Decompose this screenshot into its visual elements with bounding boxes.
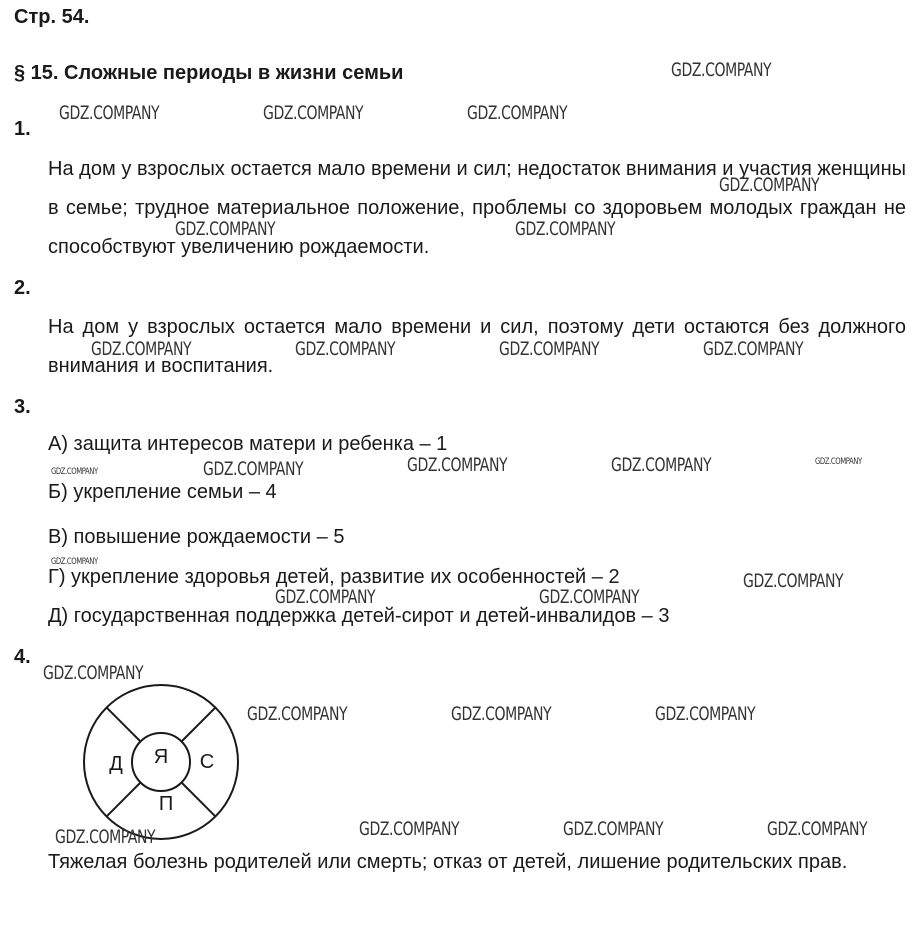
watermark: GDZ.COMPANY: [655, 703, 756, 725]
question-4-number: 4.: [14, 646, 31, 668]
watermark: GDZ.COMPANY: [55, 826, 156, 848]
watermark: GDZ.COMPANY: [467, 102, 568, 124]
question-2-answer: На дом у взрослых остается мало времени и сил, поэтому дети остаются без должного внимания и воспитания.: [48, 316, 906, 377]
question-3-item-a: А) защита интересов матери и ребенка – 1: [48, 433, 448, 455]
watermark: GDZ.COMPANY: [59, 102, 160, 124]
diagram-label-center: Я: [153, 746, 169, 768]
divider-bottom-left: [107, 783, 141, 817]
family-circle-diagram: [80, 681, 242, 843]
watermark: GDZ.COMPANY: [539, 586, 640, 608]
watermark: GDZ.COMPANY: [611, 454, 712, 476]
watermark: GDZ.COMPANY: [451, 703, 552, 725]
watermark: GDZ.COMPANY: [91, 338, 192, 360]
diagram-label-right: С: [199, 751, 215, 773]
diagram-label-left: Д: [109, 753, 123, 775]
divider-bottom-right: [182, 783, 216, 817]
page-label: Стр. 54.: [14, 6, 90, 28]
watermark: GDZ.COMPANY: [671, 59, 772, 81]
watermark: GDZ.COMPANY: [563, 818, 664, 840]
watermark: GDZ.COMPANY: [407, 454, 508, 476]
watermark: GDZ.COMPANY: [203, 458, 304, 480]
divider-top-left: [107, 708, 141, 742]
question-1-answer: На дом у взрослых остается мало времени и сил; недостаток внимания и участия женщины в семье; трудное материальное положение, проблемы со здоровьем молодых граждан не способствуют увеличению рождаемости.: [48, 158, 906, 258]
watermark: GDZ.COMPANY: [719, 174, 820, 196]
watermark: GDZ.COMPANY: [43, 662, 144, 684]
watermark: GDZ.COMPANY: [175, 218, 276, 240]
watermark-small: GDZ.COMPANY: [51, 467, 98, 477]
watermark: GDZ.COMPANY: [295, 338, 396, 360]
watermark: GDZ.COMPANY: [515, 218, 616, 240]
watermark: GDZ.COMPANY: [743, 570, 844, 592]
watermark: GDZ.COMPANY: [275, 586, 376, 608]
question-3-item-e: Д) государственная поддержка детей-сирот и детей-инвалидов – 3: [48, 605, 670, 627]
watermark: GDZ.COMPANY: [767, 818, 868, 840]
section-title: § 15. Сложные периоды в жизни семьи: [14, 62, 404, 84]
divider-top-right: [182, 708, 216, 742]
question-2-number: 2.: [14, 277, 31, 299]
question-3-number: 3.: [14, 396, 31, 418]
question-3-item-b: Б) укрепление семьи – 4: [48, 481, 277, 503]
diagram-label-bottom: П: [158, 793, 174, 815]
watermark-small: GDZ.COMPANY: [815, 457, 862, 467]
watermark: GDZ.COMPANY: [499, 338, 600, 360]
watermark: GDZ.COMPANY: [359, 818, 460, 840]
question-3-item-d: Г) укрепление здоровья детей, развитие их особенностей – 2: [48, 566, 620, 588]
watermark: GDZ.COMPANY: [703, 338, 804, 360]
question-1-number: 1.: [14, 118, 31, 140]
watermark: GDZ.COMPANY: [263, 102, 364, 124]
watermark-small: GDZ.COMPANY: [51, 557, 98, 567]
question-3-item-c: В) повышение рождаемости – 5: [48, 526, 345, 548]
question-4-answer: Тяжелая болезнь родителей или смерть; отказ от детей, лишение родительских прав.: [48, 851, 848, 873]
watermark: GDZ.COMPANY: [247, 703, 348, 725]
